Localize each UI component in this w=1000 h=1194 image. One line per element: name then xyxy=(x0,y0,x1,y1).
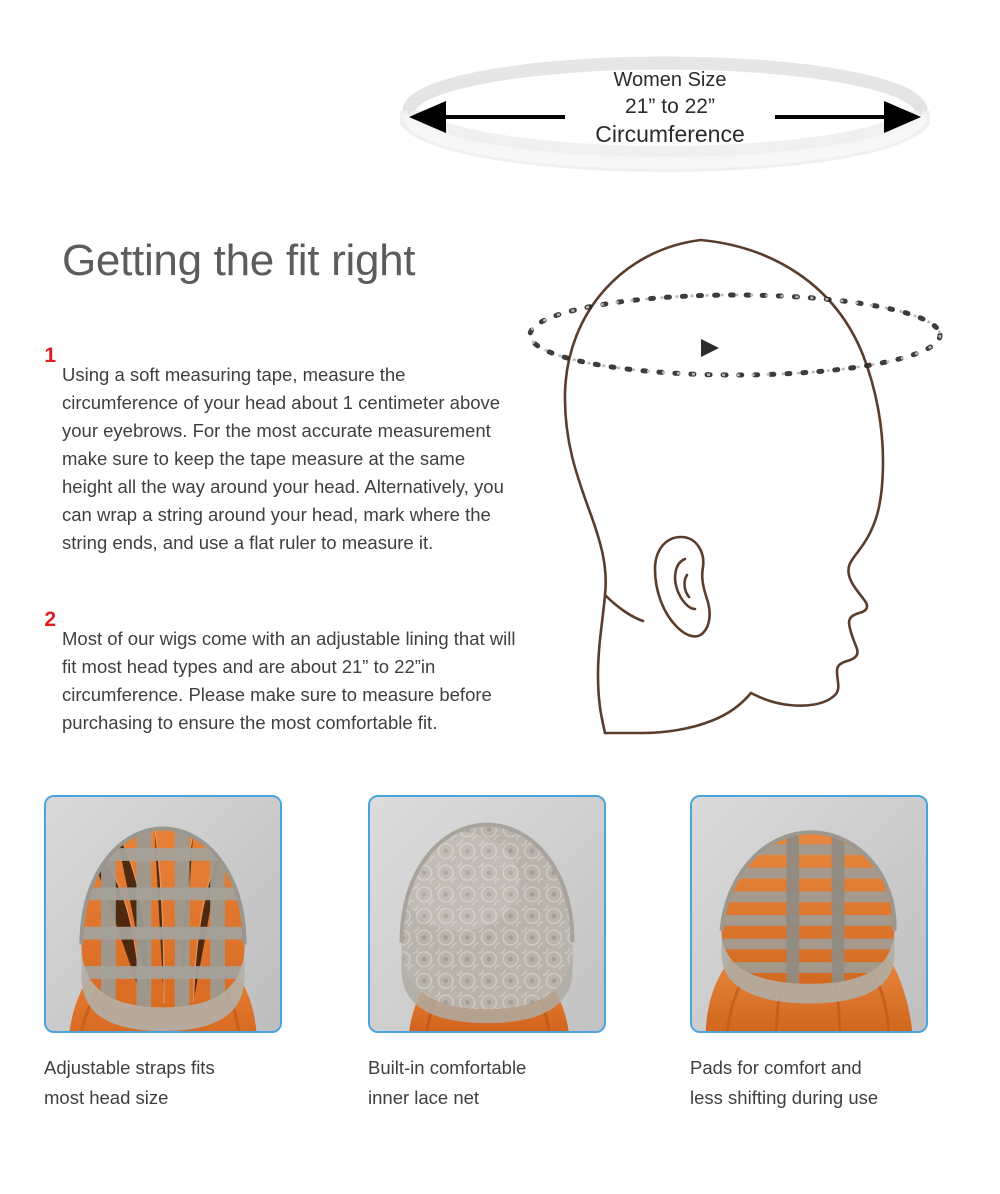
band-size-label xyxy=(480,68,860,150)
wig-cap-comfort-pads-photo xyxy=(690,795,928,1033)
band-size-line-3: Circumference xyxy=(595,121,745,148)
feature-0-caption-line-2: most head size xyxy=(44,1086,169,1108)
feature-cards xyxy=(0,795,1000,1175)
step-1-number: 1 xyxy=(44,344,56,367)
step-2-text: Most of our wigs come with an adjustable lining that will fit most head types and are about 21” to 22”in circumference. Please make sure to measure before purchasing to ensure the most comfortable fit. xyxy=(62,627,516,733)
feature-2-caption xyxy=(690,1053,930,1112)
wig-cap-adjustable-straps-photo xyxy=(44,795,282,1033)
step-2-number: 2 xyxy=(44,608,56,631)
instruction-step-2 xyxy=(34,606,519,755)
band-size-line-1: Women Size xyxy=(613,69,727,91)
feature-1-caption-line-2: inner lace net xyxy=(368,1086,480,1108)
feature-0-caption xyxy=(44,1053,284,1112)
step-1-text: Using a soft measuring tape, measure the circumference of your head about 1 centimeter above your eyebrows. For the most accurate measurement make sure to keep the tape measure at the same height all the way around your head. Alternatively, you can wrap a string around your head, mark where the string ends, and use a flat ruler to measure it. xyxy=(62,363,504,554)
band-size-line-2: 21” to 22” xyxy=(625,94,715,118)
head-circumference-band-illustration xyxy=(0,0,1000,200)
feature-card-inner-lace-net xyxy=(368,795,608,1112)
feature-card-adjustable-straps xyxy=(44,795,284,1112)
page-title: Getting the fit right xyxy=(62,236,416,285)
wig-cap-inner-lace-net-photo xyxy=(368,795,606,1033)
feature-2-caption-line-2: less shifting during use xyxy=(690,1086,879,1108)
instruction-step-1 xyxy=(34,342,519,576)
feature-0-caption-line-1: Adjustable straps fits xyxy=(44,1057,215,1078)
feature-2-caption-line-1: Pads for comfort and xyxy=(690,1057,862,1078)
feature-1-caption xyxy=(368,1053,608,1112)
feature-card-comfort-pads xyxy=(690,795,930,1112)
feature-1-caption-line-1: Built-in comfortable xyxy=(368,1057,527,1078)
head-profile-illustration xyxy=(505,215,975,735)
